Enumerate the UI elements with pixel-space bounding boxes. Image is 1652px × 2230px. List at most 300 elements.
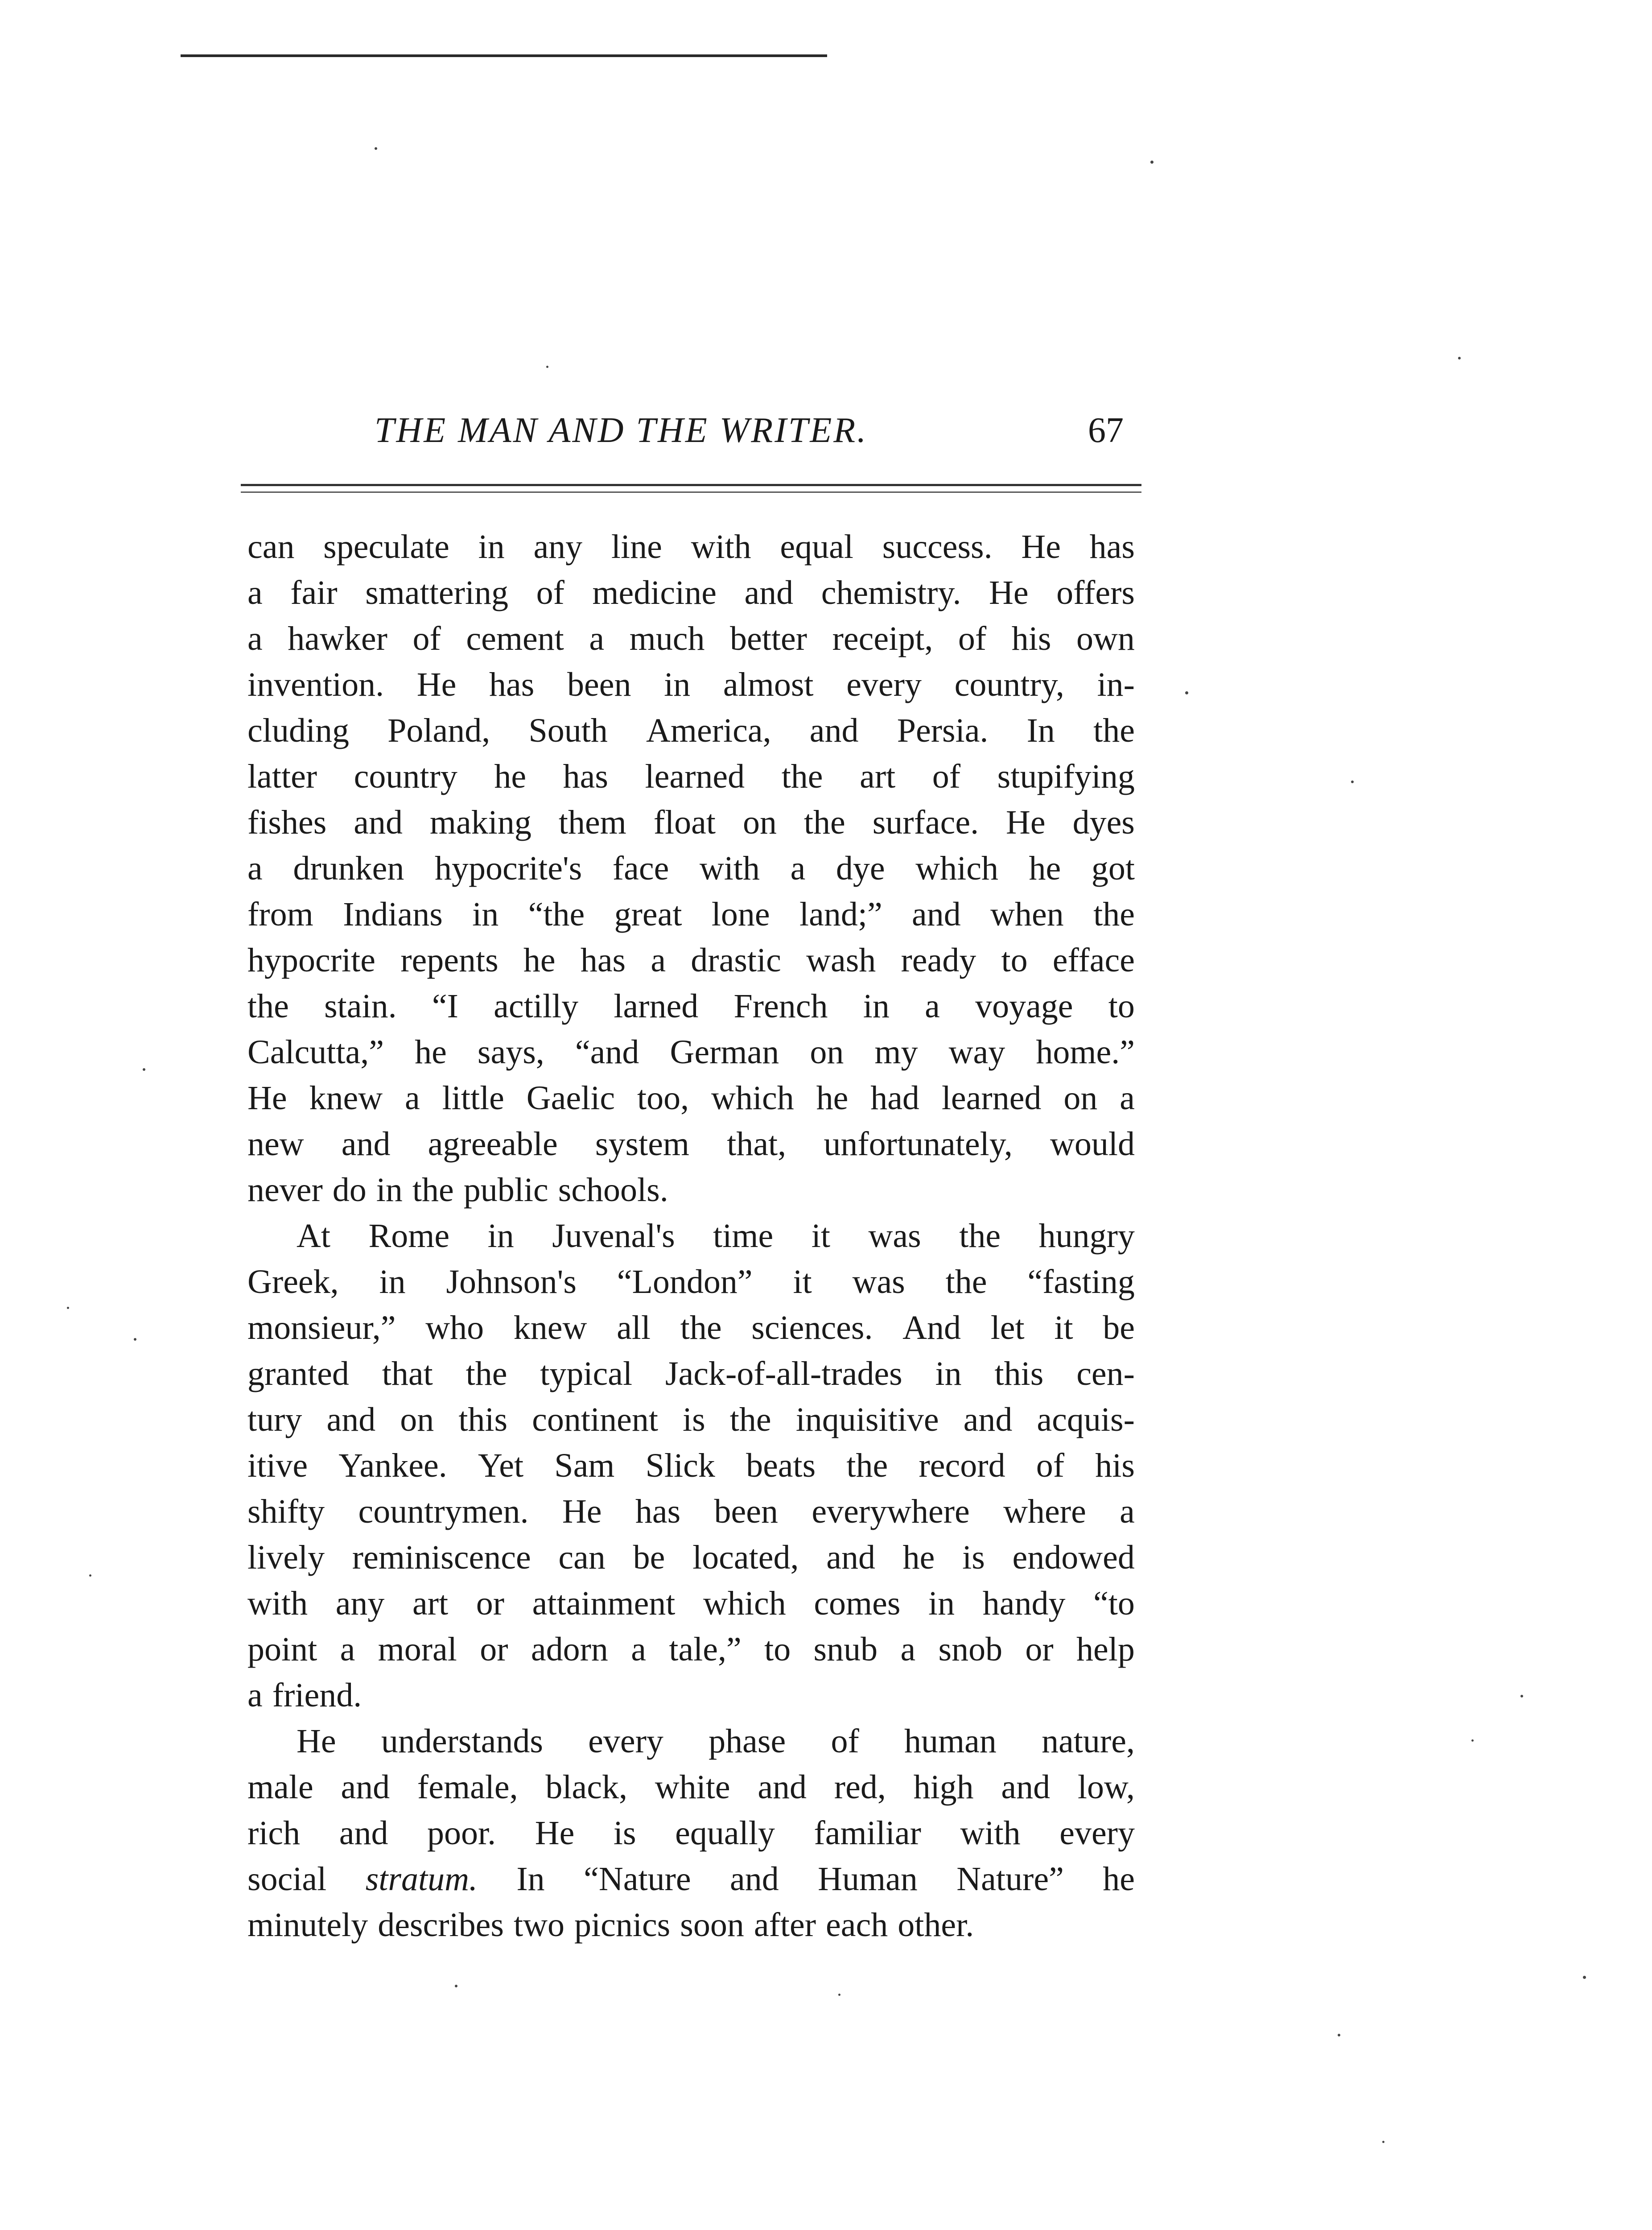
- word: agreeable: [428, 1125, 558, 1163]
- word: in: [487, 1217, 514, 1255]
- word: unfortunately,: [824, 1125, 1013, 1163]
- text-line: [247, 1810, 1135, 1856]
- word: He: [247, 1079, 287, 1117]
- word: located,: [692, 1539, 799, 1576]
- word: to: [764, 1631, 791, 1668]
- text-line: [247, 1902, 1135, 1948]
- word: Greek,: [247, 1263, 339, 1301]
- word: Calcutta,”: [247, 1033, 384, 1071]
- scan-speck: [1471, 1739, 1474, 1742]
- scan-speck: [134, 1338, 136, 1341]
- word: endowed: [1012, 1539, 1135, 1576]
- word: in: [664, 666, 691, 703]
- word: that,: [727, 1125, 787, 1163]
- word: a: [631, 1631, 646, 1668]
- word: be: [633, 1539, 665, 1576]
- text-line: [247, 1351, 1135, 1397]
- word: nature,: [1042, 1722, 1135, 1760]
- word: the: [959, 1217, 1001, 1255]
- word: tury: [247, 1401, 302, 1438]
- word: success.: [882, 528, 993, 566]
- word: in: [935, 1355, 962, 1392]
- word: dyes: [1072, 804, 1135, 841]
- header-rule: [241, 484, 1141, 486]
- text-line: [247, 1305, 1135, 1351]
- word: hawker: [288, 620, 387, 657]
- word: drastic: [691, 942, 781, 979]
- word: and: [339, 1814, 388, 1852]
- word: and: [744, 574, 794, 611]
- text-line: [247, 846, 1135, 892]
- word: from: [247, 896, 313, 933]
- word: He: [1006, 804, 1046, 841]
- word: other.: [898, 1906, 974, 1944]
- word: beats: [746, 1447, 816, 1484]
- word: a: [340, 1631, 355, 1668]
- word: in: [376, 1171, 403, 1209]
- word: fair: [290, 574, 338, 611]
- word: and: [341, 1768, 390, 1806]
- word: female,: [417, 1768, 518, 1806]
- word: a: [247, 574, 263, 611]
- scan-speck: [546, 366, 548, 368]
- text-line: [247, 662, 1135, 708]
- word: in: [472, 896, 499, 933]
- text-line: [247, 937, 1135, 983]
- word: on: [400, 1401, 434, 1438]
- scan-speck: [1382, 2141, 1384, 2143]
- text-line: [247, 1627, 1135, 1672]
- word: has: [635, 1493, 681, 1530]
- word: can: [558, 1539, 606, 1576]
- word: countrymen.: [358, 1493, 529, 1530]
- word: snub: [813, 1631, 878, 1668]
- word: shifty: [247, 1493, 325, 1530]
- word: he: [902, 1539, 935, 1576]
- word: with: [699, 850, 760, 887]
- word: the: [466, 1355, 507, 1392]
- word: cluding: [247, 712, 349, 749]
- word: He: [989, 574, 1029, 611]
- word: smattering: [365, 574, 509, 611]
- word: a: [405, 1079, 420, 1117]
- word: “and: [575, 1033, 639, 1071]
- word: low,: [1077, 1768, 1135, 1806]
- word: says,: [477, 1033, 544, 1071]
- word: he: [816, 1079, 849, 1117]
- word: be: [1103, 1309, 1135, 1346]
- word: his: [1095, 1447, 1135, 1484]
- text-line: [247, 524, 1135, 570]
- word: knew: [513, 1309, 587, 1346]
- text-line: [247, 1167, 1135, 1213]
- word: or: [476, 1585, 505, 1622]
- word: every: [1059, 1814, 1135, 1852]
- word: typical: [540, 1355, 633, 1392]
- word: Gaelic: [526, 1079, 615, 1117]
- word: white: [655, 1768, 730, 1806]
- word: Poland,: [387, 712, 490, 749]
- text-line: [247, 616, 1135, 662]
- word: invention.: [247, 666, 384, 703]
- word: let: [990, 1309, 1025, 1346]
- word: snob: [938, 1631, 1003, 1668]
- word: equally: [675, 1814, 775, 1852]
- word: hypocrite's: [434, 850, 582, 887]
- word: when: [990, 896, 1064, 933]
- paragraph: [247, 524, 1135, 1213]
- word: human: [904, 1722, 997, 1760]
- word: “I: [432, 987, 458, 1025]
- word: social: [247, 1860, 327, 1898]
- word: He: [416, 666, 457, 703]
- word: every: [588, 1722, 663, 1760]
- word: he: [1103, 1860, 1135, 1898]
- word: can: [247, 528, 295, 566]
- word: “Nature: [584, 1860, 691, 1898]
- word: attainment: [532, 1585, 676, 1622]
- word: He: [562, 1493, 602, 1530]
- word: cement: [466, 620, 564, 657]
- word: public: [463, 1171, 548, 1209]
- word: “fasting: [1027, 1263, 1135, 1301]
- word: has: [1089, 528, 1135, 566]
- word: it: [1054, 1309, 1073, 1346]
- word: the: [945, 1263, 987, 1301]
- word: help: [1076, 1631, 1135, 1668]
- text-line: [247, 1718, 1135, 1764]
- word: to: [1001, 942, 1028, 979]
- word: this: [994, 1355, 1044, 1392]
- word: country,: [954, 666, 1064, 703]
- word: Yet: [478, 1447, 524, 1484]
- scan-speck: [1583, 1976, 1586, 1979]
- word: He: [535, 1814, 575, 1852]
- text-line: [247, 1213, 1135, 1259]
- word: system: [595, 1125, 690, 1163]
- scan-speck: [1458, 357, 1461, 359]
- word: got: [1091, 850, 1135, 887]
- word: medicine: [592, 574, 717, 611]
- word: the: [680, 1309, 722, 1346]
- word: in-: [1097, 666, 1135, 703]
- word: or: [1025, 1631, 1054, 1668]
- word: it: [793, 1263, 812, 1301]
- word: rich: [247, 1814, 301, 1852]
- word: a: [247, 620, 263, 657]
- word: better: [730, 620, 807, 657]
- text-line: [247, 1535, 1135, 1581]
- word: offers: [1056, 574, 1135, 611]
- word: the: [1093, 712, 1135, 749]
- word: great: [614, 896, 682, 933]
- header-rule-secondary: [241, 491, 1141, 493]
- word: which: [703, 1585, 786, 1622]
- word: knew: [309, 1079, 383, 1117]
- scan-speck: [1185, 691, 1188, 694]
- word: moral: [378, 1631, 457, 1668]
- word: He: [297, 1722, 336, 1760]
- scan-speck: [1520, 1695, 1523, 1697]
- word: stain.: [324, 987, 397, 1025]
- word: and: [809, 712, 859, 749]
- word: a: [247, 850, 263, 887]
- word: making: [429, 804, 531, 841]
- word: my: [874, 1033, 918, 1071]
- word: male: [247, 1768, 313, 1806]
- word: never: [247, 1171, 323, 1209]
- word: and: [826, 1539, 875, 1576]
- body-text: [247, 524, 1135, 1948]
- word: which: [711, 1079, 794, 1117]
- word: a: [1120, 1079, 1135, 1117]
- word: lively: [247, 1539, 325, 1576]
- text-line: [247, 1259, 1135, 1305]
- word: face: [612, 850, 669, 887]
- word: Slick: [645, 1447, 715, 1484]
- word: much: [629, 620, 705, 657]
- word: Indians: [343, 896, 443, 933]
- word: soon: [680, 1906, 744, 1944]
- word: Nature”: [956, 1860, 1064, 1898]
- text-line: [247, 708, 1135, 754]
- text-line: [247, 1672, 1135, 1718]
- word: point: [247, 1631, 317, 1668]
- word: has: [580, 942, 626, 979]
- word: red,: [834, 1768, 886, 1806]
- word: tale,”: [669, 1631, 742, 1668]
- word: inquisitive: [795, 1401, 939, 1438]
- word: time: [713, 1217, 774, 1255]
- scan-speck: [1351, 780, 1354, 783]
- scan-speck: [375, 147, 377, 150]
- top-rule: [181, 54, 827, 57]
- word: Rome: [368, 1217, 450, 1255]
- word: Juvenal's: [552, 1217, 675, 1255]
- word: has: [563, 758, 608, 795]
- word: acquis-: [1037, 1401, 1135, 1438]
- word: he: [523, 942, 556, 979]
- word: any: [335, 1585, 385, 1622]
- word: who: [425, 1309, 484, 1346]
- word: art: [860, 758, 896, 795]
- text-line: [247, 754, 1135, 800]
- word: “the: [528, 896, 585, 933]
- scan-speck: [143, 1068, 145, 1071]
- word: almost: [723, 666, 814, 703]
- text-line: [247, 1029, 1135, 1075]
- word: on: [1063, 1079, 1098, 1117]
- word: all: [617, 1309, 651, 1346]
- word: he: [415, 1033, 447, 1071]
- word: any: [533, 528, 583, 566]
- word: lone: [711, 896, 770, 933]
- word: on: [810, 1033, 844, 1071]
- word: receipt,: [832, 620, 933, 657]
- word: dye: [836, 850, 885, 887]
- word: friend.: [272, 1677, 362, 1714]
- scan-speck: [455, 1985, 457, 1987]
- word: In: [1026, 712, 1055, 749]
- text-line: [247, 1121, 1135, 1167]
- word: handy: [982, 1585, 1066, 1622]
- scan-speck: [1150, 161, 1154, 164]
- word: actilly: [494, 987, 579, 1025]
- scan-speck: [838, 1994, 840, 1996]
- word: surface.: [872, 804, 979, 841]
- word: Jack-of-all-trades: [665, 1355, 902, 1392]
- text-line: [247, 1443, 1135, 1489]
- scan-speck: [1338, 2034, 1340, 2036]
- word: every: [846, 666, 922, 703]
- word: would: [1050, 1125, 1135, 1163]
- word: two: [513, 1906, 564, 1944]
- word: schools.: [558, 1171, 668, 1209]
- word: he: [1029, 850, 1061, 887]
- word: and: [730, 1860, 779, 1898]
- scan-speck: [67, 1307, 69, 1309]
- word: speculate: [323, 528, 449, 566]
- word: sciences.: [751, 1309, 873, 1346]
- word: voyage: [975, 987, 1073, 1025]
- word: been: [714, 1493, 778, 1530]
- word: a: [1120, 1493, 1135, 1530]
- word: hypocrite: [247, 942, 376, 979]
- word: “London”: [617, 1263, 753, 1301]
- word: a: [651, 942, 666, 979]
- running-head: THE MAN AND THE WRITER.: [375, 411, 868, 450]
- word: the: [412, 1171, 454, 1209]
- text-line: [247, 570, 1135, 616]
- word: monsieur,”: [247, 1309, 396, 1346]
- word: picnics: [574, 1906, 671, 1944]
- word: and: [341, 1125, 391, 1163]
- word: minutely: [247, 1906, 368, 1944]
- word: a: [790, 850, 806, 887]
- word: and: [758, 1768, 807, 1806]
- text-line: [247, 1397, 1135, 1443]
- page-header: [241, 410, 1141, 464]
- word: granted: [247, 1355, 349, 1392]
- word: familiar: [814, 1814, 921, 1852]
- word: He: [1021, 528, 1061, 566]
- word: it: [811, 1217, 830, 1255]
- word: which: [915, 850, 998, 887]
- word: a: [900, 1631, 916, 1668]
- word: and: [1001, 1768, 1051, 1806]
- word: them: [558, 804, 626, 841]
- word: of: [1036, 1447, 1065, 1484]
- word: on: [742, 804, 777, 841]
- text-line: [247, 1764, 1135, 1810]
- word: in: [928, 1585, 955, 1622]
- text-line: [247, 800, 1135, 846]
- word: to: [1108, 987, 1135, 1025]
- word: in: [478, 528, 505, 566]
- word: wash: [806, 942, 876, 979]
- word: with: [691, 528, 751, 566]
- word: of: [412, 620, 441, 657]
- word: high: [913, 1768, 974, 1806]
- word: do: [332, 1171, 367, 1209]
- word: with: [247, 1585, 308, 1622]
- paragraph: [247, 1213, 1135, 1718]
- word: the: [803, 804, 845, 841]
- word: “to: [1093, 1585, 1135, 1622]
- word: country: [354, 758, 457, 795]
- word: drunken: [293, 850, 404, 887]
- word: repents: [400, 942, 498, 979]
- word: stratum.: [365, 1860, 478, 1898]
- word: reminiscence: [352, 1539, 531, 1576]
- word: understands: [381, 1722, 543, 1760]
- word: float: [653, 804, 716, 841]
- word: record: [919, 1447, 1005, 1484]
- word: America,: [646, 712, 771, 749]
- text-line: [247, 1075, 1135, 1121]
- word: and: [963, 1401, 1013, 1438]
- word: is: [613, 1814, 636, 1852]
- word: of: [831, 1722, 859, 1760]
- word: And: [902, 1309, 961, 1346]
- word: the: [1093, 896, 1135, 933]
- paragraph: [247, 1718, 1135, 1948]
- word: too,: [637, 1079, 689, 1117]
- text-line: [247, 983, 1135, 1029]
- word: each: [826, 1906, 888, 1944]
- word: he: [494, 758, 527, 795]
- word: or: [480, 1631, 508, 1668]
- word: of: [958, 620, 987, 657]
- word: was: [868, 1217, 921, 1255]
- word: equal: [780, 528, 853, 566]
- word: a: [247, 1677, 263, 1714]
- word: in: [379, 1263, 406, 1301]
- word: a: [925, 987, 940, 1025]
- word: and: [354, 804, 403, 841]
- word: Sam: [554, 1447, 615, 1484]
- word: art: [412, 1585, 449, 1622]
- word: with: [960, 1814, 1021, 1852]
- word: the: [247, 987, 289, 1025]
- word: itive: [247, 1447, 308, 1484]
- word: that: [382, 1355, 433, 1392]
- word: was: [852, 1263, 905, 1301]
- word: French: [733, 987, 828, 1025]
- word: learned: [645, 758, 745, 795]
- text-line: [247, 1581, 1135, 1627]
- word: has: [489, 666, 535, 703]
- text-line: [247, 1489, 1135, 1535]
- text-line: [247, 892, 1135, 937]
- word: of: [536, 574, 564, 611]
- word: new: [247, 1125, 304, 1163]
- word: is: [683, 1401, 705, 1438]
- word: line: [611, 528, 662, 566]
- word: and: [912, 896, 961, 933]
- word: learned: [941, 1079, 1042, 1117]
- word: cen-: [1076, 1355, 1135, 1392]
- word: poor.: [427, 1814, 496, 1852]
- word: adorn: [531, 1631, 608, 1668]
- word: larned: [614, 987, 699, 1025]
- word: little: [442, 1079, 504, 1117]
- word: this: [458, 1401, 508, 1438]
- word: ready: [901, 942, 976, 979]
- word: own: [1076, 620, 1135, 657]
- word: everywhere: [812, 1493, 970, 1530]
- word: his: [1011, 620, 1051, 657]
